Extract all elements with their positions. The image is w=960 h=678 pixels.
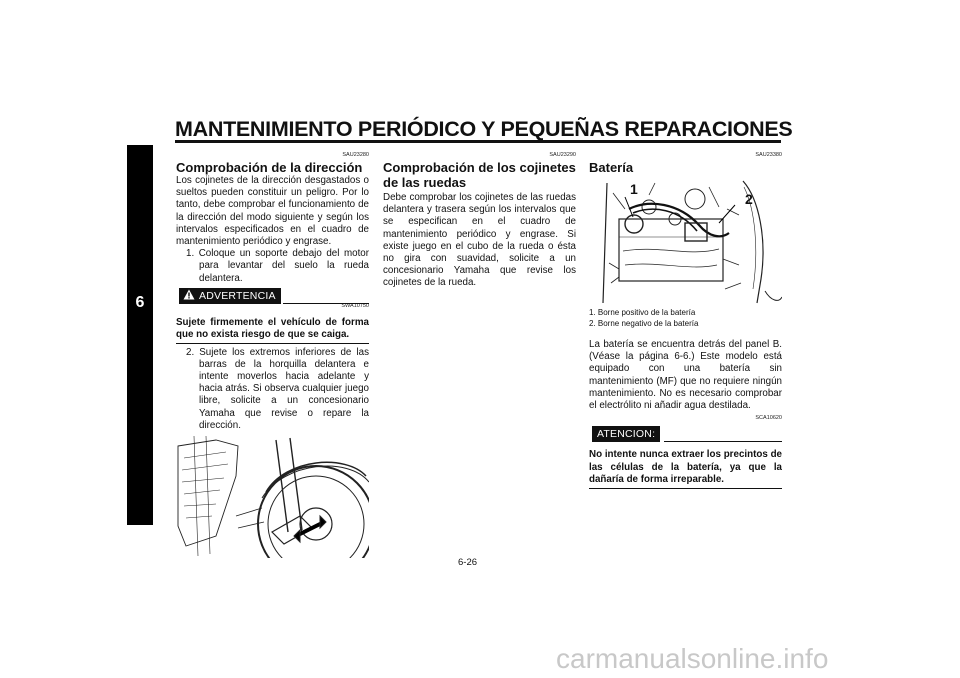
section-code: SAU23380 bbox=[755, 152, 782, 158]
section-heading-steering: Comprobación de la dirección bbox=[176, 160, 363, 175]
callout-2: 2 bbox=[745, 191, 753, 207]
battery-photo bbox=[589, 179, 782, 305]
caution-code: SCA10620 bbox=[755, 415, 782, 422]
wheel-bearings-text: Debe comprobar los cojinetes de las ruedas delantera y trasera según los intervalos que se especifican en el cuadro de mantenimiento periódico y engrase. Si existe juego en el cubo de la rueda o ésta no gira con suavidad, solicite a un concesionario Yamaha que revise los cojinetes de la rueda. bbox=[383, 192, 576, 289]
fork-illustration bbox=[176, 436, 369, 558]
chapter-tab bbox=[127, 145, 153, 525]
page-number: 6-26 bbox=[458, 557, 478, 568]
caution-banner bbox=[589, 426, 782, 442]
column-wheel-bearings bbox=[383, 152, 576, 290]
warning-end-rule bbox=[176, 343, 369, 344]
title-rule bbox=[175, 140, 781, 143]
section-heading-wheel-bearings: Comprobación de los cojinetes de las ruedas bbox=[383, 160, 576, 190]
caption-positive: 1. Borne positivo de la batería bbox=[589, 308, 696, 317]
caption-negative: 2. Borne negativo de la batería bbox=[589, 319, 699, 328]
section-code: SAU23280 bbox=[342, 152, 369, 158]
battery-text: La batería se encuentra detrás del panel B. (Véase la página 6-6.) Este modelo está equipado con una batería sin mantenimiento (MF) que no requiere ningún mantenimiento. No es necesario comprobar el electrólito ni añadir agua destilada. bbox=[589, 339, 782, 412]
watermark: carmanualsonline.info bbox=[556, 643, 829, 674]
warning-label-text: ADVERTENCIA bbox=[199, 289, 276, 302]
page-title: MANTENIMIENTO PERIÓDICO Y PEQUEÑAS REPARACIONES bbox=[175, 117, 793, 141]
section-heading-battery: Batería bbox=[589, 160, 634, 175]
caution-text: No intente nunca extraer los precintos de las células de la batería, ya que la dañaría de forma irreparable. bbox=[589, 449, 782, 486]
steering-step-2: 2. Sujete los extremos inferiores de las barras de la horquilla delantera e intente moverlos hacia adelante y hacia atrás. Si observa cualquier juego libre, solicite a un concesionario Yamaha que revise o repare la dirección. bbox=[186, 346, 369, 431]
caution-rule bbox=[664, 441, 782, 442]
steering-intro: Los cojinetes de la dirección desgastados o sueltos pueden constituir un peligro. Por lo tanto, debe comprobar el funcionamiento de la dirección del modo siguiente y según los intervalos especificados en el cuadro de mantenimiento periódico y engrase. bbox=[176, 175, 369, 248]
column-steering bbox=[176, 152, 369, 563]
callout-1: 1 bbox=[630, 181, 638, 197]
warning-triangle-icon bbox=[183, 289, 195, 300]
warning-rule bbox=[283, 303, 369, 304]
steering-step-1: 1. Coloque un soporte debajo del motor para levantar del suelo la rueda delantera. bbox=[186, 248, 369, 284]
warning-label bbox=[179, 288, 281, 304]
caution-label: ATENCION: bbox=[592, 426, 660, 442]
chapter-tab-number: 6 bbox=[135, 294, 145, 311]
column-battery bbox=[589, 152, 782, 489]
warning-banner bbox=[176, 288, 369, 304]
warning-code: SWA10750 bbox=[341, 302, 369, 309]
warning-text: Sujete firmemente el vehículo de forma que no exista riesgo de que se caiga. bbox=[176, 316, 369, 341]
caution-end-rule bbox=[589, 488, 782, 489]
battery-illustration bbox=[589, 179, 782, 305]
section-code: SAU23290 bbox=[549, 152, 576, 158]
